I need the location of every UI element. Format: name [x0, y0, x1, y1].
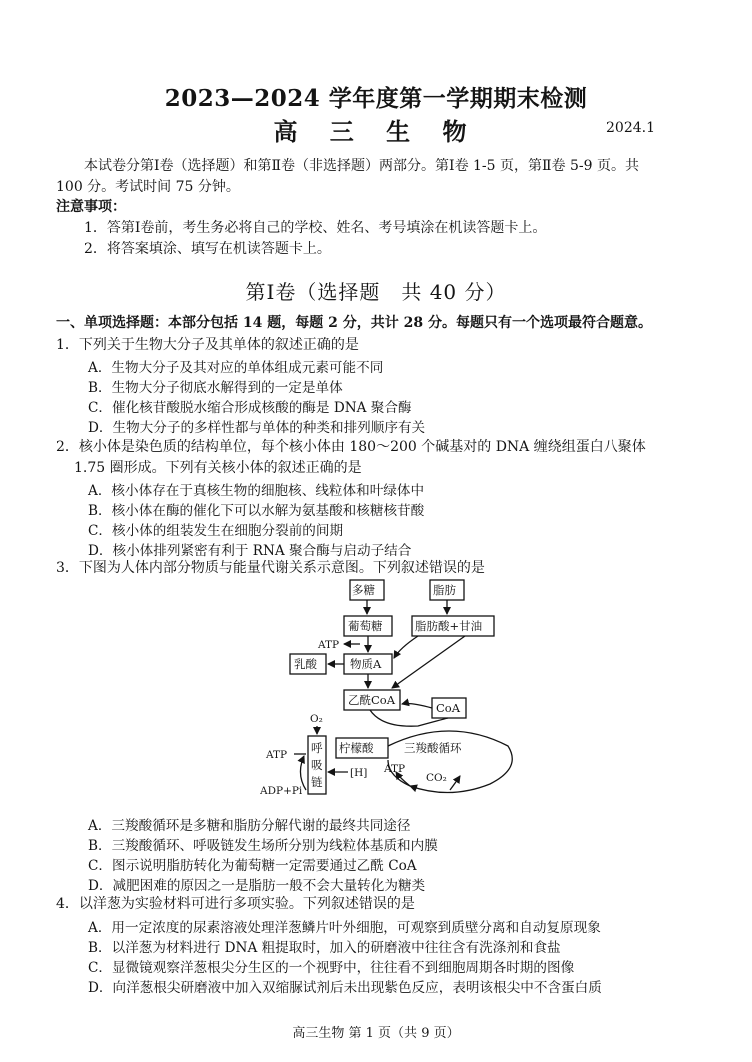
- exam-title: 2023—2024 学年度第一学期期末检测: [164, 85, 588, 112]
- question-stem: 1．下列关于生物大分子及其单体的叙述正确的是: [56, 337, 359, 353]
- exam-subject: 高 三 生 物: [273, 117, 479, 146]
- label-acetyl-coa: 乙酰CoA: [348, 693, 396, 707]
- question-option: C．核小体的组装发生在细胞分裂前的间期: [88, 523, 344, 539]
- label-o2: O₂: [310, 713, 323, 725]
- label-atp-left: ATP: [266, 749, 288, 761]
- question-option: A．用一定浓度的尿素溶液处理洋葱鳞片叶外细胞，可观察到质壁分离和自动复原现象: [88, 920, 601, 936]
- question-option: D．核小体排列紧密有利于 RNA 聚合酶与启动子结合: [88, 543, 412, 559]
- label-adp-pi: ADP+Pi: [260, 785, 303, 797]
- question-option: D．向洋葱根尖研磨液中加入双缩脲试剂后未出现紫色反应，表明该根尖中不含蛋白质: [88, 980, 602, 996]
- label-tca: 三羧酸循环: [404, 741, 462, 755]
- exam-date: 2024.1: [606, 120, 655, 136]
- question-option: B．生物大分子彻底水解得到的一定是单体: [88, 380, 343, 396]
- notice-heading: 注意事项：: [56, 199, 126, 215]
- label-resp-chain-3: 链: [311, 775, 323, 789]
- question-option: B．以洋葱为材料进行 DNA 粗提取时，加入的研磨液中往往含有洗涤剂和食盐: [88, 940, 561, 956]
- question-option: C．图示说明脂肪转化为葡萄糖一定需要通过乙酰 CoA: [88, 858, 417, 874]
- label-fatty-acid-glycerol: 脂肪酸+甘油: [415, 619, 483, 633]
- question-option: D．生物大分子的多样性都与单体的种类和排列顺序有关: [88, 420, 426, 436]
- question-stem: 3．下图为人体内部分物质与能量代谢关系示意图。下列叙述错误的是: [56, 560, 485, 576]
- metabolism-diagram: [260, 576, 550, 808]
- question-option: A．核小体存在于真核生物的细胞核、线粒体和叶绿体中: [88, 483, 425, 499]
- label-resp-chain-2: 吸: [311, 758, 323, 772]
- question-option: A．生物大分子及其对应的单体组成元素可能不同: [88, 360, 384, 376]
- label-atp-cycle: ATP: [384, 763, 406, 775]
- label-fat: 脂肪: [433, 583, 456, 597]
- intro-line-1: 本试卷分第Ⅰ卷（选择题）和第Ⅱ卷（非选择题）两部分。第Ⅰ卷 1-5 页，第Ⅱ卷 5-9 页。共: [84, 158, 639, 174]
- label-h: [H]: [350, 767, 368, 779]
- section-heading: 一、单项选择题：本部分包括 14 题，每题 2 分，共计 28 分。每题只有一个选项最符合题意。: [56, 315, 652, 331]
- label-substance-a: 物质A: [350, 657, 382, 671]
- notice-item: 1．答第Ⅰ卷前，考生务必将自己的学校、姓名、考号填涂在机读答题卡上。: [84, 220, 547, 236]
- question-stem: 1.75 圈形成。下列有关核小体的叙述正确的是: [74, 460, 362, 476]
- part-title: 第Ⅰ卷（选择题 共 40 分）: [245, 280, 507, 304]
- question-option: C．催化核苷酸脱水缩合形成核酸的酶是 DNA 聚合酶: [88, 400, 412, 416]
- question-option: D．减肥困难的原因之一是脂肪一般不会大量转化为糖类: [88, 878, 426, 894]
- label-polysaccharide: 多糖: [352, 583, 375, 597]
- label-lactic-acid: 乳酸: [294, 657, 317, 671]
- label-glucose: 葡萄糖: [348, 619, 383, 633]
- question-stem: 2．核小体是染色质的结构单位，每个核小体由 180～200 个碱基对的 DNA 缠绕组蛋白八聚体: [56, 439, 646, 455]
- page-footer: 高三生物 第 1 页（共 9 页）: [292, 1026, 460, 1041]
- label-resp-chain-1: 呼: [311, 741, 323, 755]
- label-atp-top: ATP: [318, 639, 340, 651]
- label-citrate: 柠檬酸: [339, 741, 374, 755]
- label-coa: CoA: [436, 701, 461, 715]
- label-co2: CO₂: [426, 772, 447, 784]
- notice-item: 2．将答案填涂、填写在机读答题卡上。: [84, 241, 331, 257]
- question-option: B．三羧酸循环、呼吸链发生场所分别为线粒体基质和内膜: [88, 838, 438, 854]
- question-option: A．三羧酸循环是多糖和脂肪分解代谢的最终共同途径: [88, 818, 411, 834]
- question-option: B．核小体在酶的催化下可以水解为氨基酸和核糖核苷酸: [88, 503, 425, 519]
- question-option: C．显微镜观察洋葱根尖分生区的一个视野中，往往看不到细胞周期各时期的图像: [88, 960, 575, 976]
- intro-line-2: 100 分。考试时间 75 分钟。: [56, 179, 240, 195]
- question-stem: 4．以洋葱为实验材料可进行多项实验。下列叙述错误的是: [56, 896, 415, 912]
